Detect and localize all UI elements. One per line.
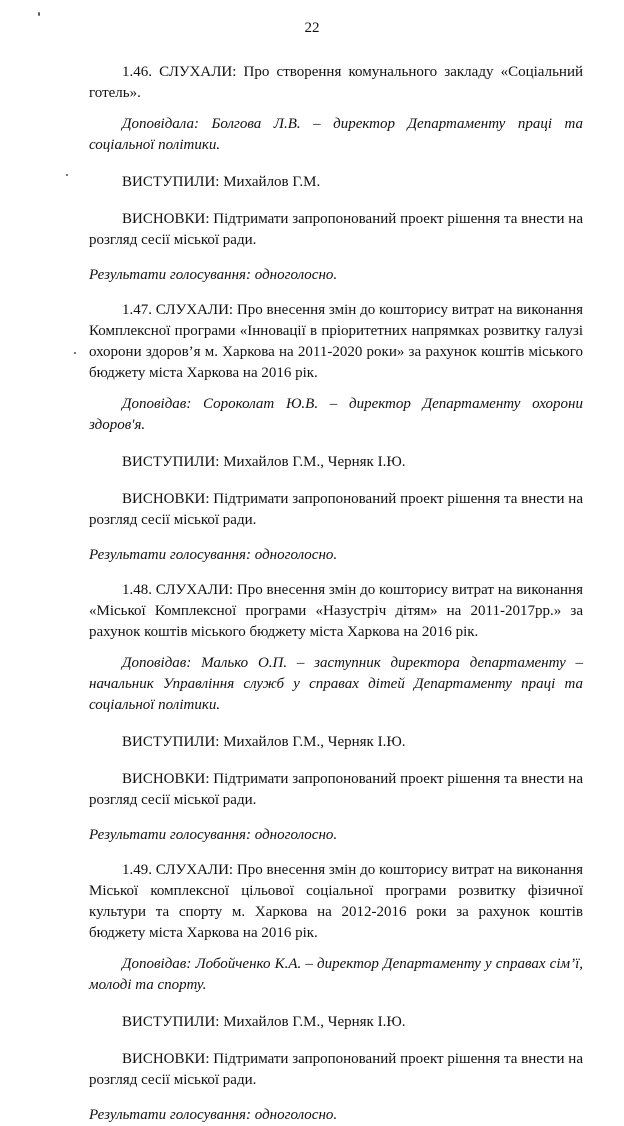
reporter-text: Доповідала: Болгова Л.В. – директор Департаменту праці та соціальної політики. bbox=[89, 116, 583, 153]
reporter-text: Доповідав: Малько О.П. – заступник директора департаменту – начальник Управління служб у справах дітей Департаменту праці та соціальної політики. bbox=[89, 655, 583, 713]
agenda-item-1-49 bbox=[89, 860, 583, 1126]
scan-speck bbox=[38, 12, 40, 16]
heard-text: 1.49. СЛУХАЛИ: Про внесення змін до кошторису витрат на виконання Міської комплексної цільової соціальної програми розвитку фізичної культури та спорту м. Харкова на 2012-2016 роки за рахунок коштів бюджету міста Харкова на 2016 рік. bbox=[89, 862, 583, 941]
voting-result: Результати голосування: одноголосно. bbox=[89, 547, 338, 563]
conclusions-text: ВИСНОВКИ: Підтримати запропонований проект рішення та внести на розгляд сесії міської ради. bbox=[89, 1051, 583, 1088]
spoke-text: ВИСТУПИЛИ: Михайлов Г.М., Черняк І.Ю. bbox=[122, 1014, 406, 1030]
conclusions-text: ВИСНОВКИ: Підтримати запропонований проект рішення та внести на розгляд сесії міської ради. bbox=[89, 211, 583, 248]
conclusions-text: ВИСНОВКИ: Підтримати запропонований проект рішення та внести на розгляд сесії міської ради. bbox=[89, 771, 583, 808]
reporter-text: Доповідав: Сороколат Ю.В. – директор Департаменту охорони здоров'я. bbox=[89, 396, 583, 433]
page-number: 22 bbox=[304, 20, 320, 36]
heard-text: 1.47. СЛУХАЛИ: Про внесення змін до кошторису витрат на виконання Комплексної програми «Інновації в пріоритетних напрямках розвитку галузі охорони здоров’я м. Харкова на 2011-2020 роки» за рахунок коштів міського бюджету міста Харкова на 2016 рік. bbox=[89, 302, 583, 381]
heard-text: 1.48. СЛУХАЛИ: Про внесення змін до кошторису витрат на виконання «Міської Комплексної програми «Назустріч дітям» на 2011-2017рр.» за рахунок коштів міського бюджету міста Харкова на 2016 рік. bbox=[89, 582, 583, 640]
spoke-text: ВИСТУПИЛИ: Михайлов Г.М., Черняк І.Ю. bbox=[122, 454, 406, 470]
scan-speck bbox=[74, 352, 76, 354]
heard-text: 1.46. СЛУХАЛИ: Про створення комунального закладу «Соціальний готель». bbox=[89, 64, 583, 101]
spoke-text: ВИСТУПИЛИ: Михайлов Г.М., Черняк І.Ю. bbox=[122, 734, 406, 750]
voting-result: Результати голосування: одноголосно. bbox=[89, 827, 338, 843]
voting-result: Результати голосування: одноголосно. bbox=[89, 1107, 338, 1123]
agenda-item-1-48 bbox=[89, 580, 583, 846]
voting-result: Результати голосування: одноголосно. bbox=[89, 267, 338, 283]
spoke-text: ВИСТУПИЛИ: Михайлов Г.М. bbox=[122, 174, 321, 190]
reporter-text: Доповідав: Лобойченко К.А. – директор Департаменту у справах сім’ї, молоді та спорту. bbox=[89, 956, 583, 993]
scan-speck bbox=[66, 174, 68, 176]
agenda-item-1-46 bbox=[89, 62, 583, 286]
minutes-body bbox=[89, 62, 583, 1126]
conclusions-text: ВИСНОВКИ: Підтримати запропонований проект рішення та внести на розгляд сесії міської ради. bbox=[89, 491, 583, 528]
agenda-item-1-47 bbox=[89, 300, 583, 566]
